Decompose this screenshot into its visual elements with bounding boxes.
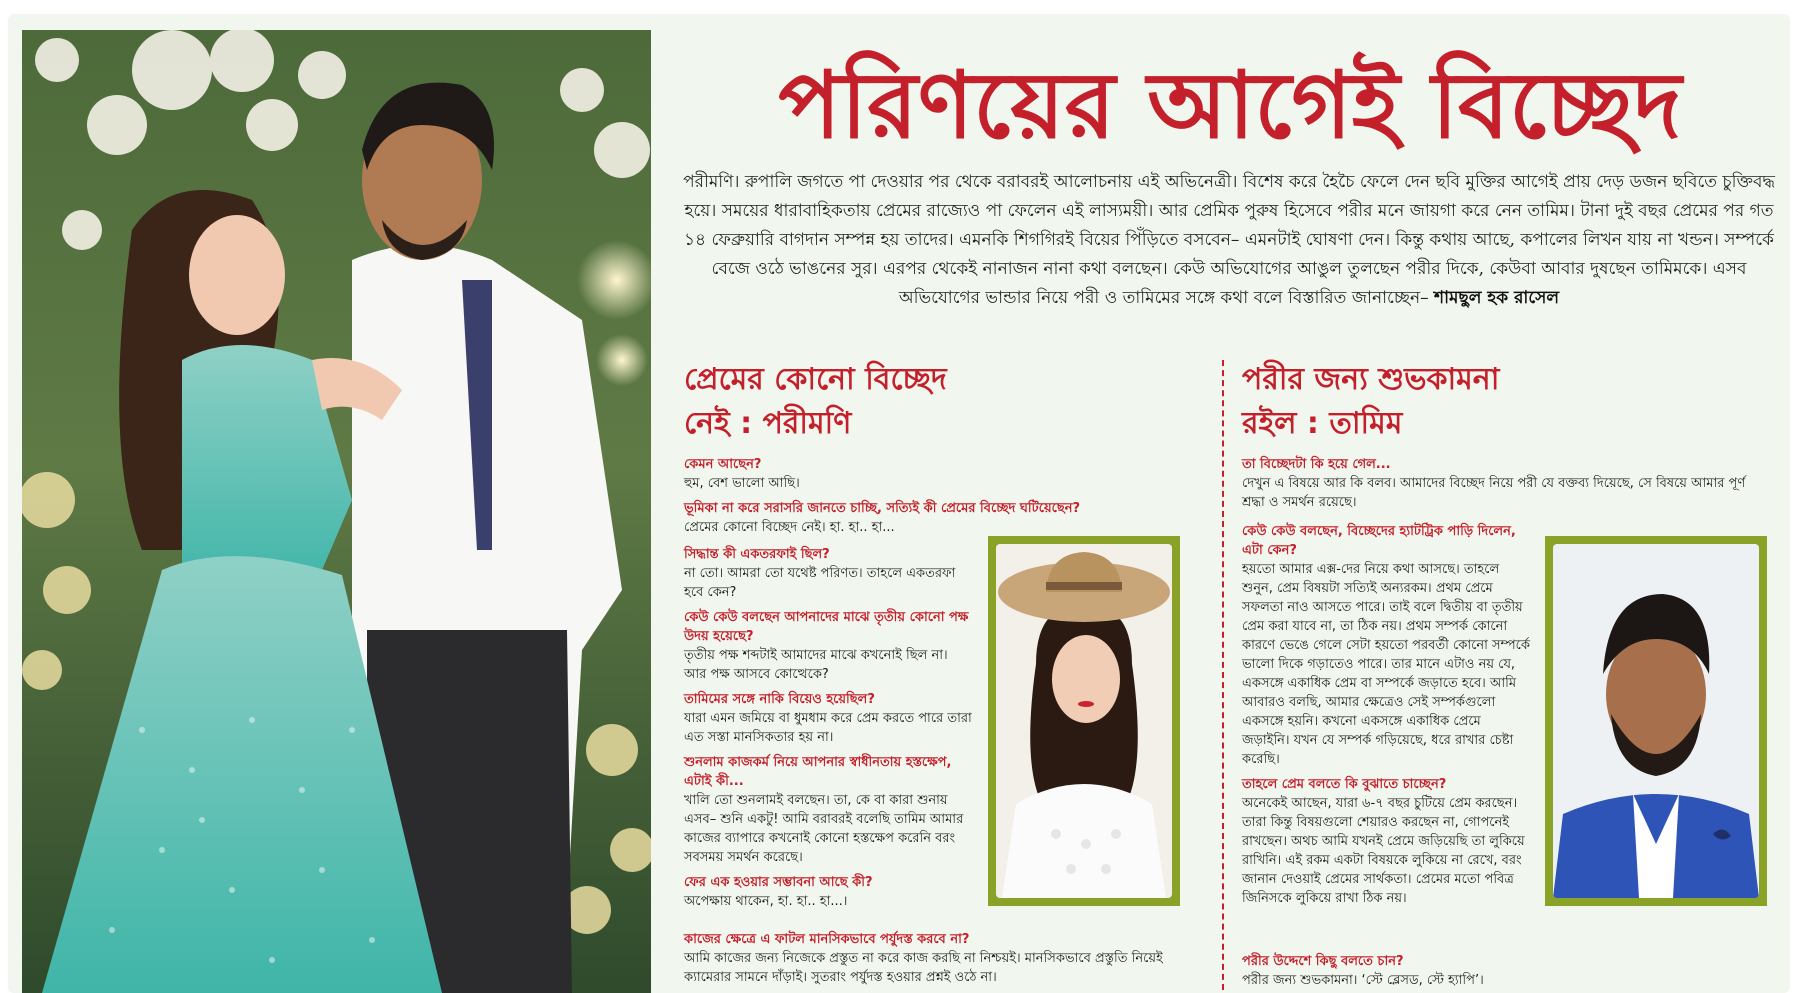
qa-question: তাহলে প্রেম বলতে কি বুঝাতে চাচ্ছেন? [1242, 777, 1447, 792]
qa-question: কেউ কেউ বলছেন আপনাদের মাঝে তৃতীয় কোনো পক্ষ উদয় হয়েছে? [684, 610, 969, 644]
qa-question: কেমন আছেন? [684, 457, 762, 472]
right-qa-top [1242, 455, 1762, 512]
right-title-line1: পরীর জন্য শুভকামনা [1242, 362, 1500, 397]
left-qa-narrow [684, 545, 974, 911]
byline: শামছুল হক রাসেল [1434, 288, 1560, 308]
porimoni-portrait [988, 536, 1180, 906]
headline: পরিণয়ের আগেই বিচ্ছেদ [778, 51, 1682, 159]
qa-answer: অনেকেই আছেন, যারা ৬-৭ বছর চুটিয়ে প্রেম করছেন। তারা কিন্তু বিষয়গুলো শেয়ারও করছেন না, গোপনেই রাখছেন। অথচ আমি যখনই প্রেমে জড়িয়েছি তা লুকিয়ে রাখিনি। এই রকম একটা বিষয়কে লুকিয়ে না রেখে, বরং জানান দেওয়াই প্রেমের সার্থকতা। প্রেমের মতো পবিত্র জিনিসকে লুকিয়ে রাখা ঠিক নয়। [1242, 796, 1525, 906]
couple-photo [22, 30, 651, 993]
qa-answer: যারা এমন জমিয়ে বা ধুমধাম করে প্রেম করতে পারে তারা এত সস্তা মানসিকতার হয় না। [684, 711, 972, 745]
qa-question: তামিমের সঙ্গে নাকি বিয়েও হয়েছিল? [684, 692, 875, 707]
qa-question: কাজের ক্ষেত্রে এ ফাটল মানসিকভাবে পর্যুদস্ত করবে না? [684, 932, 970, 947]
qa-answer: প্রেমের কোনো বিচ্ছেদ নেই। হা. হা.. হা... [684, 520, 895, 535]
qa-question: ভূমিকা না করে সরাসরি জানতে চাচ্ছি, সত্যিই কী প্রেমের বিচ্ছেদ ঘটিয়েছেন? [684, 501, 1081, 516]
qa-answer: খালি তো শুনলামই বলছেন। তা, কে বা কারা শুনায় এসব– শুনি একটু! আমি বরাবরই বলেছি তামিম আমার কাজের ব্যাপারে কখনোই কোনো হস্তক্ষেপ করেনি বরং সবসময় সমর্থন করেছে। [684, 793, 964, 865]
qa-question: কেউ কেউ বলছেন, বিচ্ছেদের হ্যাটট্রিক পাড়ি দিলেন, এটা কেন? [1242, 524, 1516, 558]
left-title-line2: নেই : পরীমণি [684, 406, 852, 441]
qa-answer: দেখুন এ বিষয়ে আর কি বলব। আমাদের বিচ্ছেদ নিয়ে পরী যে বক্তব্য দিয়েছে, সে বিষয়ে আমার পূর্ণ শ্রদ্ধা ও সমর্থন রয়েছে। [1242, 476, 1746, 510]
right-qa-narrow [1242, 522, 1532, 908]
qa-answer: আমি কাজের জন্য নিজেকে প্রস্তুত না করে কাজ করছি না নিশ্চয়ই। মানসিকভাবে প্রস্তুতি নিয়েই ক্যামেরার সামনে দাঁড়াই। সুতরাং পর্যুদস্ত হওয়ার প্রশ্নই ওঠে না। [684, 951, 1163, 985]
right-qa-bottom [1242, 952, 1762, 990]
qa-question: পরীর উদ্দেশে কিছু বলতে চান? [1242, 954, 1404, 969]
qa-answer: হয়তো আমার এক্স-দের নিয়ে কথা আসছে। তাহলে শুনুন, প্রেম বিষয়টা সত্যিই অন্যরকম। প্রথম প্রেমে সফলতা নাও আসতে পারে। তাই বলে দ্বিতীয় বা তৃতীয় প্রেম করা যাবে না, তা ঠিক নয়। প্রথম সম্পর্ক কোনো কারণে ভেঙে গেলে সেটা হয়তো পরবর্তী কোনো সম্পর্কে ভালো দিকে গড়াতেও পারে। তার মানে এটাও নয় যে, একসঙ্গে একাধিক প্রেম বা সম্পর্কে জড়াতে হবে। আমি আবারও বলছি, আমার ক্ষেত্রেও সেই সম্পর্কগুলো একসঙ্গে হয়নি। কখনো একসঙ্গে একাধিক প্রেমে জড়াইনি। যখন যে সম্পর্ক গড়িয়েছে, ধরে রাখার চেষ্টা করেছি। [1242, 562, 1530, 767]
intro-paragraph [678, 168, 1780, 343]
intro-text: পরীমণি। রুপালি জগতে পা দেওয়ার পর থেকে বরাবরই আলোচনায় এই অভিনেত্রী। বিশেষ করে হৈচৈ ফেলে দেন ছবি মুক্তির আগেই প্রায় দেড় ডজন ছবিতে চুক্তিবদ্ধ হয়ে। সময়ের ধারাবাহিকতায় প্রেমের রাজ্যেও পা ফেলেন এই লাস্যময়ী। আর প্রেমিক পুরুষ হিসেবে পরীর মনে জায়গা করে নেন তামিম। টানা দুই বছর প্রেমের পর গত ১৪ ফেব্রুয়ারি বাগদান সম্পন্ন হয় তাদের। এমনকি শিগগিরই বিয়ের পিঁড়িতে বসবেন– এমনটাই ঘোষণা দেন। কিন্তু কথায় আছে, কপালের লিখন যায় না খন্ডন। সম্পর্কে বেজে ওঠে ভাঙনের সুর। এরপর থেকেই নানাজন নানা কথা বলছেন। কেউ অভিযোগের আঙুল তুলছেন পরীর দিকে, কেউবা আবার দুষছেন তামিমকে। এসব অভিযোগের ভান্ডার নিয়ে পরী ও তামিমের সঙ্গে কথা বলে বিস্তারিত জানাচ্ছেন– [683, 172, 1775, 308]
qa-question: শুনলাম কাজকর্ম নিয়ে আপনার স্বাধীনতায় হস্তক্ষেপ, এটাই কী... [684, 755, 952, 789]
right-title-line2: রইল : তামিম [1242, 406, 1403, 441]
right-column-title [1242, 358, 1762, 446]
qa-question: সিদ্ধান্ত কী একতরফাই ছিল? [684, 547, 830, 562]
qa-answer: হুম, বেশ ভালো আছি। [684, 476, 800, 491]
qa-answer: তৃতীয় পক্ষ শব্দটাই আমাদের মাঝে কখনোই ছিল না। আর পক্ষ আসবে কোত্থেকে? [684, 648, 948, 682]
left-column-title [684, 358, 1204, 446]
column-divider [1222, 360, 1224, 990]
qa-question: ফের এক হওয়ার সম্ভাবনা আছে কী? [684, 875, 873, 890]
left-qa-bottom [684, 930, 1204, 987]
left-title-line1: প্রেমের কোনো বিচ্ছেদ [684, 362, 947, 397]
tamim-portrait [1545, 536, 1767, 906]
left-qa-top [684, 455, 1204, 537]
qa-answer: না তো। আমরা তো যথেষ্ট পরিণত। তাহলে একতরফা হবে কেন? [684, 566, 956, 600]
qa-answer: পরীর জন্য শুভকামনা। ‘স্টে ব্লেসড, স্টে হ্যাপি’। [1242, 973, 1484, 988]
qa-answer: অপেক্ষায় থাকেন, হা. হা.. হা...। [684, 894, 848, 909]
qa-question: তা বিচ্ছেদটা কি হয়ে গেল... [1242, 457, 1391, 472]
